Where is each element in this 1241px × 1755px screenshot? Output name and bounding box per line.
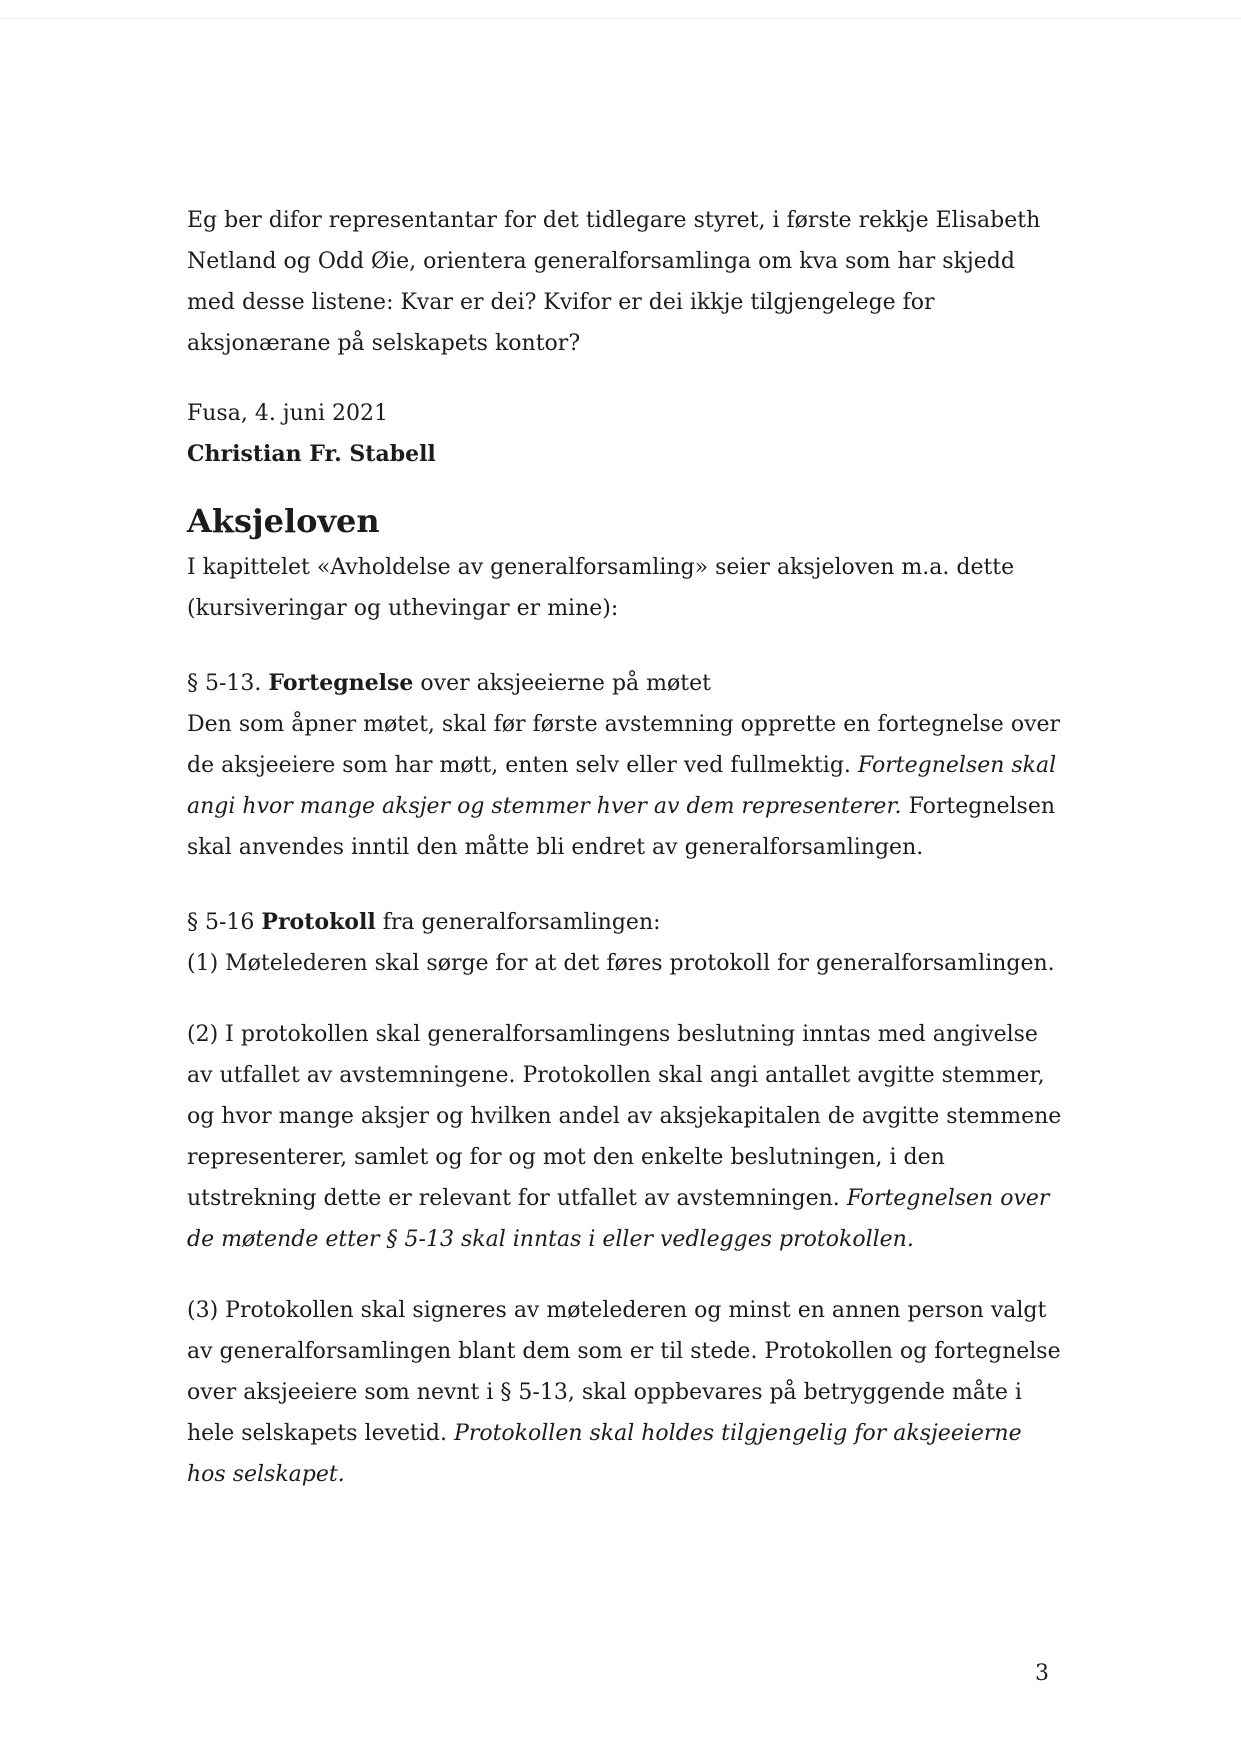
text-segment: Den som åpner møtet, skal før første avstemning opprette en fortegnelse over de aksjeeiere som har møtt, enten selv eller ved fullmektig.: [187, 712, 1061, 778]
subsection-1: (1) Møtelederen skal sørge for at det føres protokoll for generalforsamlingen.: [187, 951, 1055, 976]
italic-segment: Protokollen skal holdes tilgjengelig for aksjeeierne hos selskapet.: [187, 1421, 1022, 1487]
paragraph-title-5-16: [187, 902, 1067, 943]
document-body: [187, 200, 1067, 1495]
place-date: Fusa, 4. juni 2021: [187, 401, 388, 426]
italic-segment: Fortegnelsen skal angi hvor mange aksjer og stemmer hver av dem representerer.: [187, 753, 1057, 819]
text-segment: (2) I protokollen skal generalforsamlingens beslutning inntas med angivelse av utfallet av avstemningene. Protokollen skal angi antallet avgitte stemmer, og hvor mange aksjer og hvilken andel av aksjekapitalen de avgitte stemmene representerer, samlet og for og mot den enkelte beslutningen, i den utstrekning dette er relevant for utfallet av avstemningen.: [187, 1022, 1062, 1211]
paragraph-title-rest: over aksjeeierne på møtet: [420, 671, 711, 696]
paragraph-keyword: Protokoll: [261, 909, 376, 935]
text-segment: Fortegnelsen skal anvendes inntil den måtte bli endret av generalforsamlingen.: [187, 794, 1056, 860]
page-number: 3: [1035, 1661, 1049, 1686]
subsection-3: [187, 1290, 1067, 1495]
scan-edge-line: [0, 18, 1241, 19]
paragraph-title-rest: fra generalforsamlingen:: [382, 910, 661, 935]
paragraph-text-5-13: [187, 704, 1067, 868]
lead-paragraph: I kapittelet «Avholdelse av generalforsamling» seier aksjeloven m.a. dette (kursiveringar og uthevingar er mine):: [187, 555, 1015, 621]
paragraph-keyword: Fortegnelse: [268, 670, 414, 696]
italic-segment: Fortegnelsen over de møtende etter § 5-13 skal inntas i eller vedlegges protokollen.: [187, 1186, 1050, 1252]
signature-name: Christian Fr. Stabell: [187, 441, 436, 467]
section-heading: Aksjeloven: [187, 502, 380, 540]
text-segment: (3) Protokollen skal signeres av møtelederen og minst en annen person valgt av generalforsamlingen blant dem som er til stede. Protokollen og fortegnelse over aksjeeiere som nevnt i § 5-13, skal oppbevares på betryggende måte i hele selskapets levetid.: [187, 1298, 1061, 1446]
paragraph-title-5-13: [187, 663, 1067, 704]
paragraph-number: § 5-13.: [187, 671, 262, 696]
subsection-2: [187, 1014, 1067, 1260]
intro-paragraph: Eg ber difor representantar for det tidlegare styret, i første rekkje Elisabeth Netland og Odd Øie, orientera generalforsamlinga om kva som har skjedd med desse listene: Kvar er dei? Kvifor er dei ikkje tilgjengelege for aksjonærane på selskapets kontor?: [187, 208, 1041, 356]
paragraph-number: § 5-16: [187, 910, 255, 935]
